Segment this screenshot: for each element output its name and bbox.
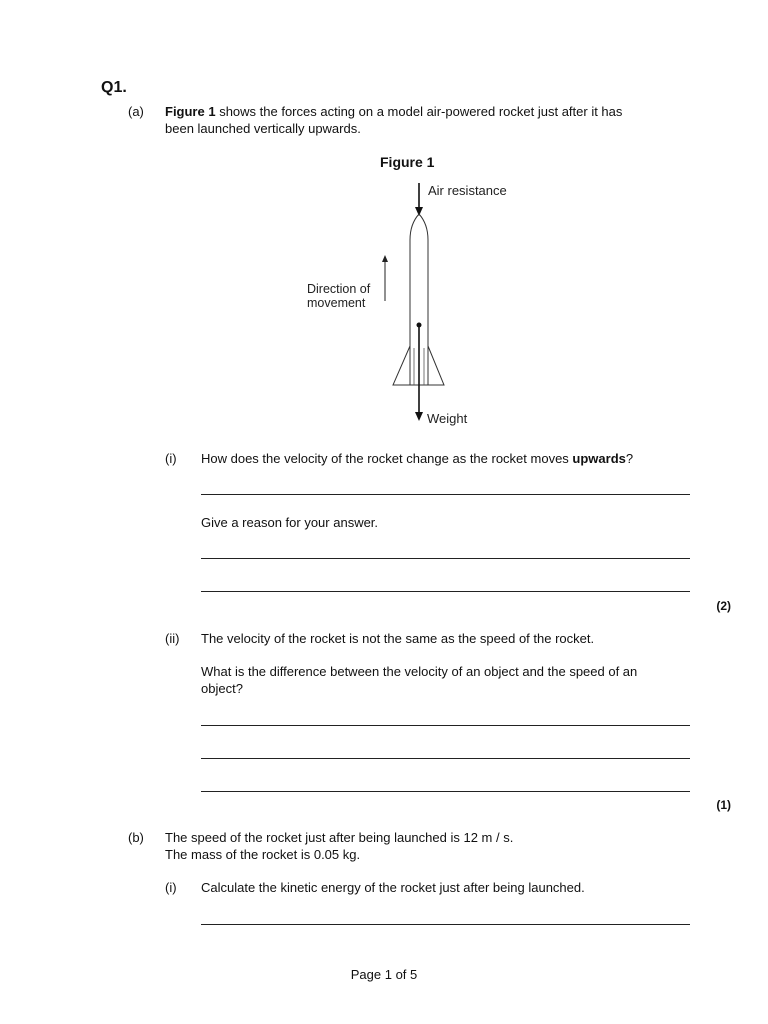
sub-a-i-label: (i): [165, 451, 177, 466]
weight-arrowhead: [415, 412, 423, 421]
part-b-line2: The mass of the rocket is 0.05 kg.: [165, 847, 361, 862]
direction-label-line1: Direction of: [307, 282, 371, 296]
part-a-intro-text: shows the forces acting on a model air-powered rocket just after it has: [215, 104, 623, 119]
figure-title: Figure 1: [380, 154, 435, 170]
weight-label: Weight: [427, 411, 468, 426]
sub-a-i-question-text: How does the velocity of the rocket change as the rocket moves: [201, 451, 573, 466]
rocket-figure: [290, 148, 530, 433]
air-resistance-label: Air resistance: [428, 183, 507, 198]
part-b-line1: The speed of the rocket just after being launched is 12 m / s.: [165, 830, 514, 845]
answer-line[interactable]: [201, 725, 690, 726]
sub-a-i-question-bold: upwards: [572, 451, 626, 466]
rocket-left-fin: [393, 346, 410, 385]
page-number: Page 1 of 5: [350, 967, 418, 982]
sub-a-i-question: [201, 450, 721, 467]
sub-a-ii-label: (ii): [165, 631, 180, 646]
sub-a-ii-question-line2: object?: [201, 681, 243, 696]
direction-arrowhead: [382, 255, 388, 262]
question-number: Q1.: [101, 79, 127, 96]
sub-b-i-question: Calculate the kinetic energy of the rocket just after being launched.: [201, 880, 585, 895]
marks-a-ii: (1): [716, 798, 731, 812]
answer-line[interactable]: [201, 758, 690, 759]
sub-a-ii-question-line1: What is the difference between the velocity of an object and the speed of an: [201, 664, 638, 679]
marks-a-i: (2): [716, 599, 731, 613]
sub-a-ii-question: [201, 663, 721, 697]
answer-line[interactable]: [201, 494, 690, 495]
answer-line[interactable]: [201, 924, 690, 925]
sub-a-i-question-end: ?: [625, 451, 634, 466]
part-b-label: (b): [128, 830, 144, 845]
answer-line[interactable]: [201, 591, 690, 592]
figure-reference: Figure 1: [165, 104, 216, 119]
direction-label-line2: movement: [307, 296, 366, 310]
part-a-intro-line2: been launched vertically upwards.: [165, 121, 361, 136]
sub-a-ii-statement: The velocity of the rocket is not the same as the speed of the rocket.: [201, 631, 595, 646]
rocket-right-fin: [428, 346, 444, 385]
answer-line[interactable]: [201, 558, 690, 559]
part-a-label: (a): [128, 104, 144, 119]
sub-b-i-label: (i): [165, 880, 177, 895]
answer-line[interactable]: [201, 791, 690, 792]
part-b-intro: [165, 829, 705, 863]
part-a-intro: [165, 103, 705, 137]
reason-prompt: Give a reason for your answer.: [201, 515, 379, 530]
